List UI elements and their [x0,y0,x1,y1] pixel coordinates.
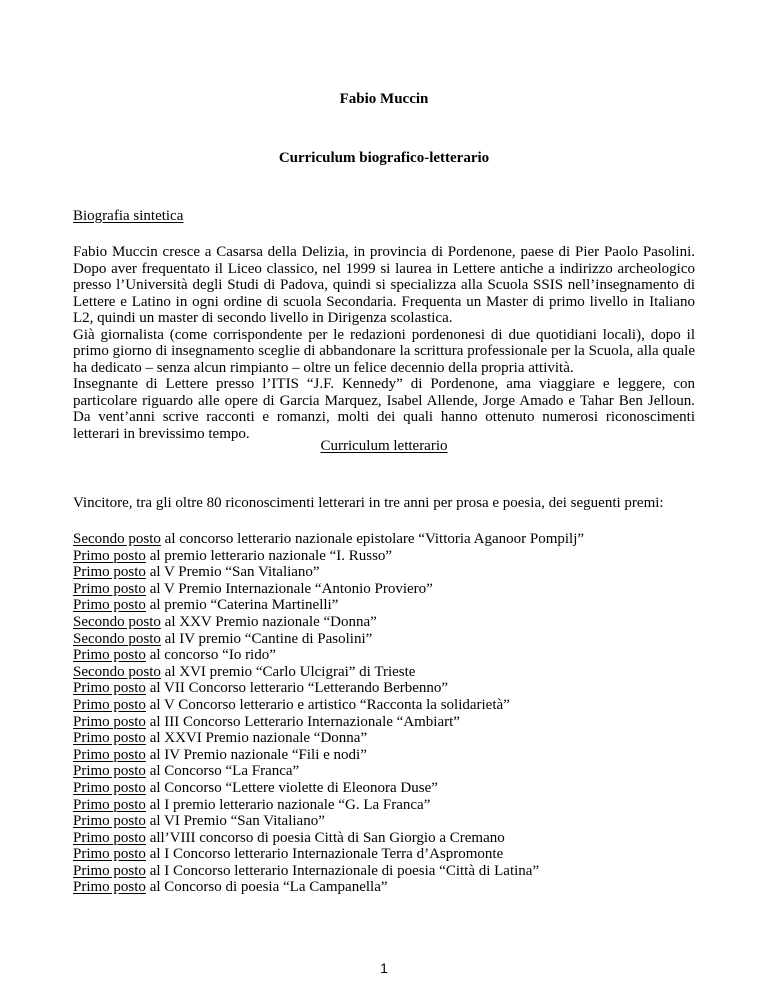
award-description: al concorso “Io rido” [145,647,276,664]
award-description: all’VIII concorso di poesia Città di San Giorgio a Cremano [145,829,505,846]
award-description: al V Premio “San Vitaliano” [145,564,320,581]
award-place: Primo posto [73,746,146,763]
award-description: al V Premio Internazionale “Antonio Proviero” [145,580,433,597]
award-description: al Concorso di poesia “La Campanella” [145,879,388,896]
award-place: Primo posto [73,547,146,564]
award-item [73,614,695,631]
bio-text [73,244,695,442]
award-place: Primo posto [73,713,146,730]
page-number: 1 [380,960,388,976]
award-description: al IV Premio nazionale “Fili e nodi” [145,746,367,763]
award-description: al VI Premio “San Vitaliano” [145,813,325,830]
award-item [73,879,695,896]
award-description: al XXV Premio nazionale “Donna” [160,613,377,630]
award-place: Primo posto [73,846,146,863]
awards-intro: Vincitore, tra gli oltre 80 riconoscimenti letterari in tre anni per prosa e poesia, dei seguenti premi: [73,495,664,511]
award-description: al Concorso “La Franca” [145,763,300,780]
cv-heading: Curriculum letterario [320,438,448,454]
award-description: al I Concorso letterario Internazionale di poesia “Città di Latina” [145,862,540,879]
award-item [73,680,695,697]
award-place: Secondo posto [73,663,161,680]
award-description: al concorso letterario nazionale epistolare “Vittoria Aganoor Pompilj” [160,531,585,547]
award-item [73,564,695,581]
award-place: Primo posto [73,597,146,614]
award-place: Primo posto [73,730,146,747]
award-place: Primo posto [73,813,146,830]
award-item [73,631,695,648]
award-place: Primo posto [73,779,146,796]
award-description: al Concorso “Lettere violette di Eleonora Duse” [145,779,438,796]
award-description: al III Concorso Letterario Internazionale “Ambiart” [145,713,460,730]
award-place: Primo posto [73,564,146,581]
award-place: Primo posto [73,680,146,697]
award-place: Secondo posto [73,630,161,647]
award-description: al XVI premio “Carlo Ulcigrai” di Trieste [160,663,416,680]
award-description: al VII Concorso letterario “Letterando Berbenno” [145,680,449,697]
award-place: Primo posto [73,829,146,846]
award-description: al V Concorso letterario e artistico “Racconta la solidarietà” [145,696,510,713]
award-item [73,531,695,548]
award-description: al XXVI Premio nazionale “Donna” [145,730,368,747]
award-place: Primo posto [73,696,146,713]
award-place: Primo posto [73,580,146,597]
award-item [73,647,695,664]
award-item [73,747,695,764]
award-item [73,846,695,863]
document-subtitle: Curriculum biografico-letterario [278,150,490,166]
award-place: Primo posto [73,879,146,896]
award-item [73,763,695,780]
award-item [73,780,695,797]
award-description: al I Concorso letterario Internazionale Terra d’Aspromonte [145,846,504,863]
awards-list [73,531,695,896]
bio-heading: Biografia sintetica [73,208,184,224]
award-place: Primo posto [73,862,146,879]
award-item [73,830,695,847]
award-place: Primo posto [73,796,146,813]
bio-paragraph: Già giornalista (come corrispondente per le redazioni pordenonesi di due quotidiani locali), dopo il primo giorno di insegnamento sceglie di abbandonare la scrittura professionale per la Scuola, alla quale ha dedicato – senza alcun rimpianto – oltre un felice decennio della propria attività. [73,326,695,376]
award-item [73,797,695,814]
award-item [73,730,695,747]
award-item [73,714,695,731]
author-name: Fabio Muccin [339,91,429,107]
award-description: al I premio letterario nazionale “G. La Franca” [145,796,431,813]
award-description: al premio letterario nazionale “I. Russo” [145,547,393,564]
award-place: Secondo posto [73,613,161,630]
award-item [73,581,695,598]
award-item [73,813,695,830]
award-description: al premio “Caterina Martinelli” [145,597,339,614]
award-item [73,863,695,880]
bio-paragraph: Insegnante di Lettere presso l’ITIS “J.F. Kennedy” di Pordenone, ama viaggiare e leggere, con particolare riguardo alle opere di Garcia Marquez, Isabel Allende, Jorge Amado e Tahar Ben Jelloun. Da vent’anni scrive racconti e romanzi, molti dei quali hanno ottenuto numerosi riconoscimenti letterari in brevissimo tempo. [73,376,695,442]
award-item [73,697,695,714]
award-item [73,664,695,681]
award-place: Primo posto [73,647,146,664]
bio-paragraph: Fabio Muccin cresce a Casarsa della Delizia, in provincia di Pordenone, paese di Pier Paolo Pasolini. Dopo aver frequentato il Liceo classico, nel 1999 si laurea in Lettere antiche a indirizzo archeologico presso l’Università degli Studi di Padova, quindi si specializza alla Scuola SSIS nell’insegnamento di Lettere e Latino in ogni ordine di scuola Secondaria. Frequenta un Master di primo livello in Italiano L2, quindi un master di secondo livello in Dirigenza scolastica. [73,244,695,326]
award-item [73,597,695,614]
award-place: Primo posto [73,763,146,780]
award-item [73,548,695,565]
award-place: Secondo posto [73,531,161,547]
award-description: al IV premio “Cantine di Pasolini” [160,630,373,647]
